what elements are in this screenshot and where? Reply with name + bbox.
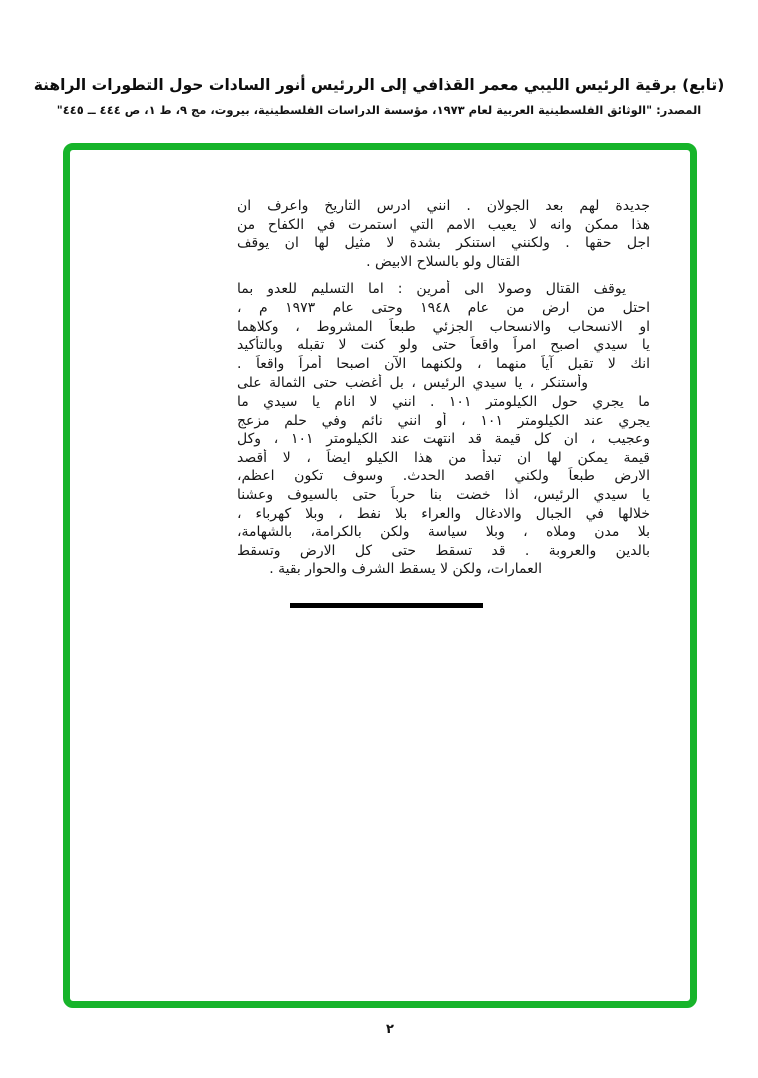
text-line: العمارات، ولكن لا يسقط الشرف والحوار بقية . xyxy=(269,561,542,578)
text-line: خلالها في الجبال والادغال والعراء بلا نفط ، وبلا كهرباء ، xyxy=(237,505,650,522)
text-line: يوقف القتال وصولا الى أمرين : اما التسليم للعدو بما xyxy=(237,281,626,298)
page-number: ٢ xyxy=(386,1022,394,1037)
text-line: يجري عند الكيلومتر ١٠١ ، أو انني نائم وفي حلم مزعج xyxy=(237,412,650,429)
text-line: جديدة لهم بعد الجولان . انني ادرس التاريخ واعرف ان xyxy=(237,198,650,214)
paragraph xyxy=(237,374,650,579)
text-line: قيمة يمكن لها ان تبدأ من هذا الكيلو ايضاً ، لا أقصد xyxy=(237,449,650,466)
text-line: القتال ولو بالسلاح الابيض . xyxy=(366,253,520,270)
text-line: انك لا تقبل آياً منهما ، ولكنهما الآن اصبحا أمراً واقعاً . xyxy=(237,355,650,372)
text-line: اجل حقها . ولكنني استنكر بشدة لا مثيل لها ان يوقف xyxy=(237,235,650,252)
text-line: بالدين والعروبة . قد تسقط حتى كل الارض وتسقط xyxy=(237,542,650,559)
document-title: (تابع) برقية الرئيس الليبي معمر القذافي إلى الررئيس أنور السادات حول التطورات الراهنة xyxy=(33,76,725,94)
text-line: ما يجري حول الكيلومتر ١٠١ . انني لا انام يا سيدي ما xyxy=(237,393,650,410)
section-divider-line xyxy=(290,603,483,608)
paragraph xyxy=(237,280,650,373)
text-line: يا سيدي اصبح امراً واقعاً حتى ولو كنت لا تقبله وبالتأكيد xyxy=(237,337,650,354)
text-line: او الانسحاب والانسحاب الجزئي طبعاً المشروط ، وكلاهما xyxy=(237,318,650,335)
text-line: بلا مدن وملاه ، وبلا سياسة ولكن بالكرامة، بالشهامة، xyxy=(237,524,650,541)
text-line: وعجيب ، ان كل قيمة قد انتهت عند الكيلومتر ١٠١ ، وكل xyxy=(237,431,650,448)
text-line: الارض طبعاً ولكني اقصد الحدث. وسوف تكون اعظم، xyxy=(237,468,650,485)
text-line: احتل من ارض من عام ١٩٤٨ وحتى عام ١٩٧٣ م ، xyxy=(237,299,650,316)
text-line: هذا ممكن وانه لا يعيب الامم التي استمرت في الكفاح من xyxy=(237,216,650,233)
document-source-citation: المصدر: "الوثائق الفلسطينية العربية لعام ١٩٧٣، مؤسسة الدراسات الفلسطينية، بيروت، مج ٩، ط ١، ص ٤٤٤ ــ ٤٤٥" xyxy=(56,103,702,117)
paragraph xyxy=(237,197,650,271)
telegram-body-text xyxy=(237,197,650,579)
text-line: وأستنكر ، يا سيدي الرئيس ، بل أغضب حتى الثمالة على xyxy=(237,375,588,392)
text-line: يا سيدي الرئيس، اذا خضت بنا حرباً حتى بالسيوف وعشنا xyxy=(237,486,650,503)
